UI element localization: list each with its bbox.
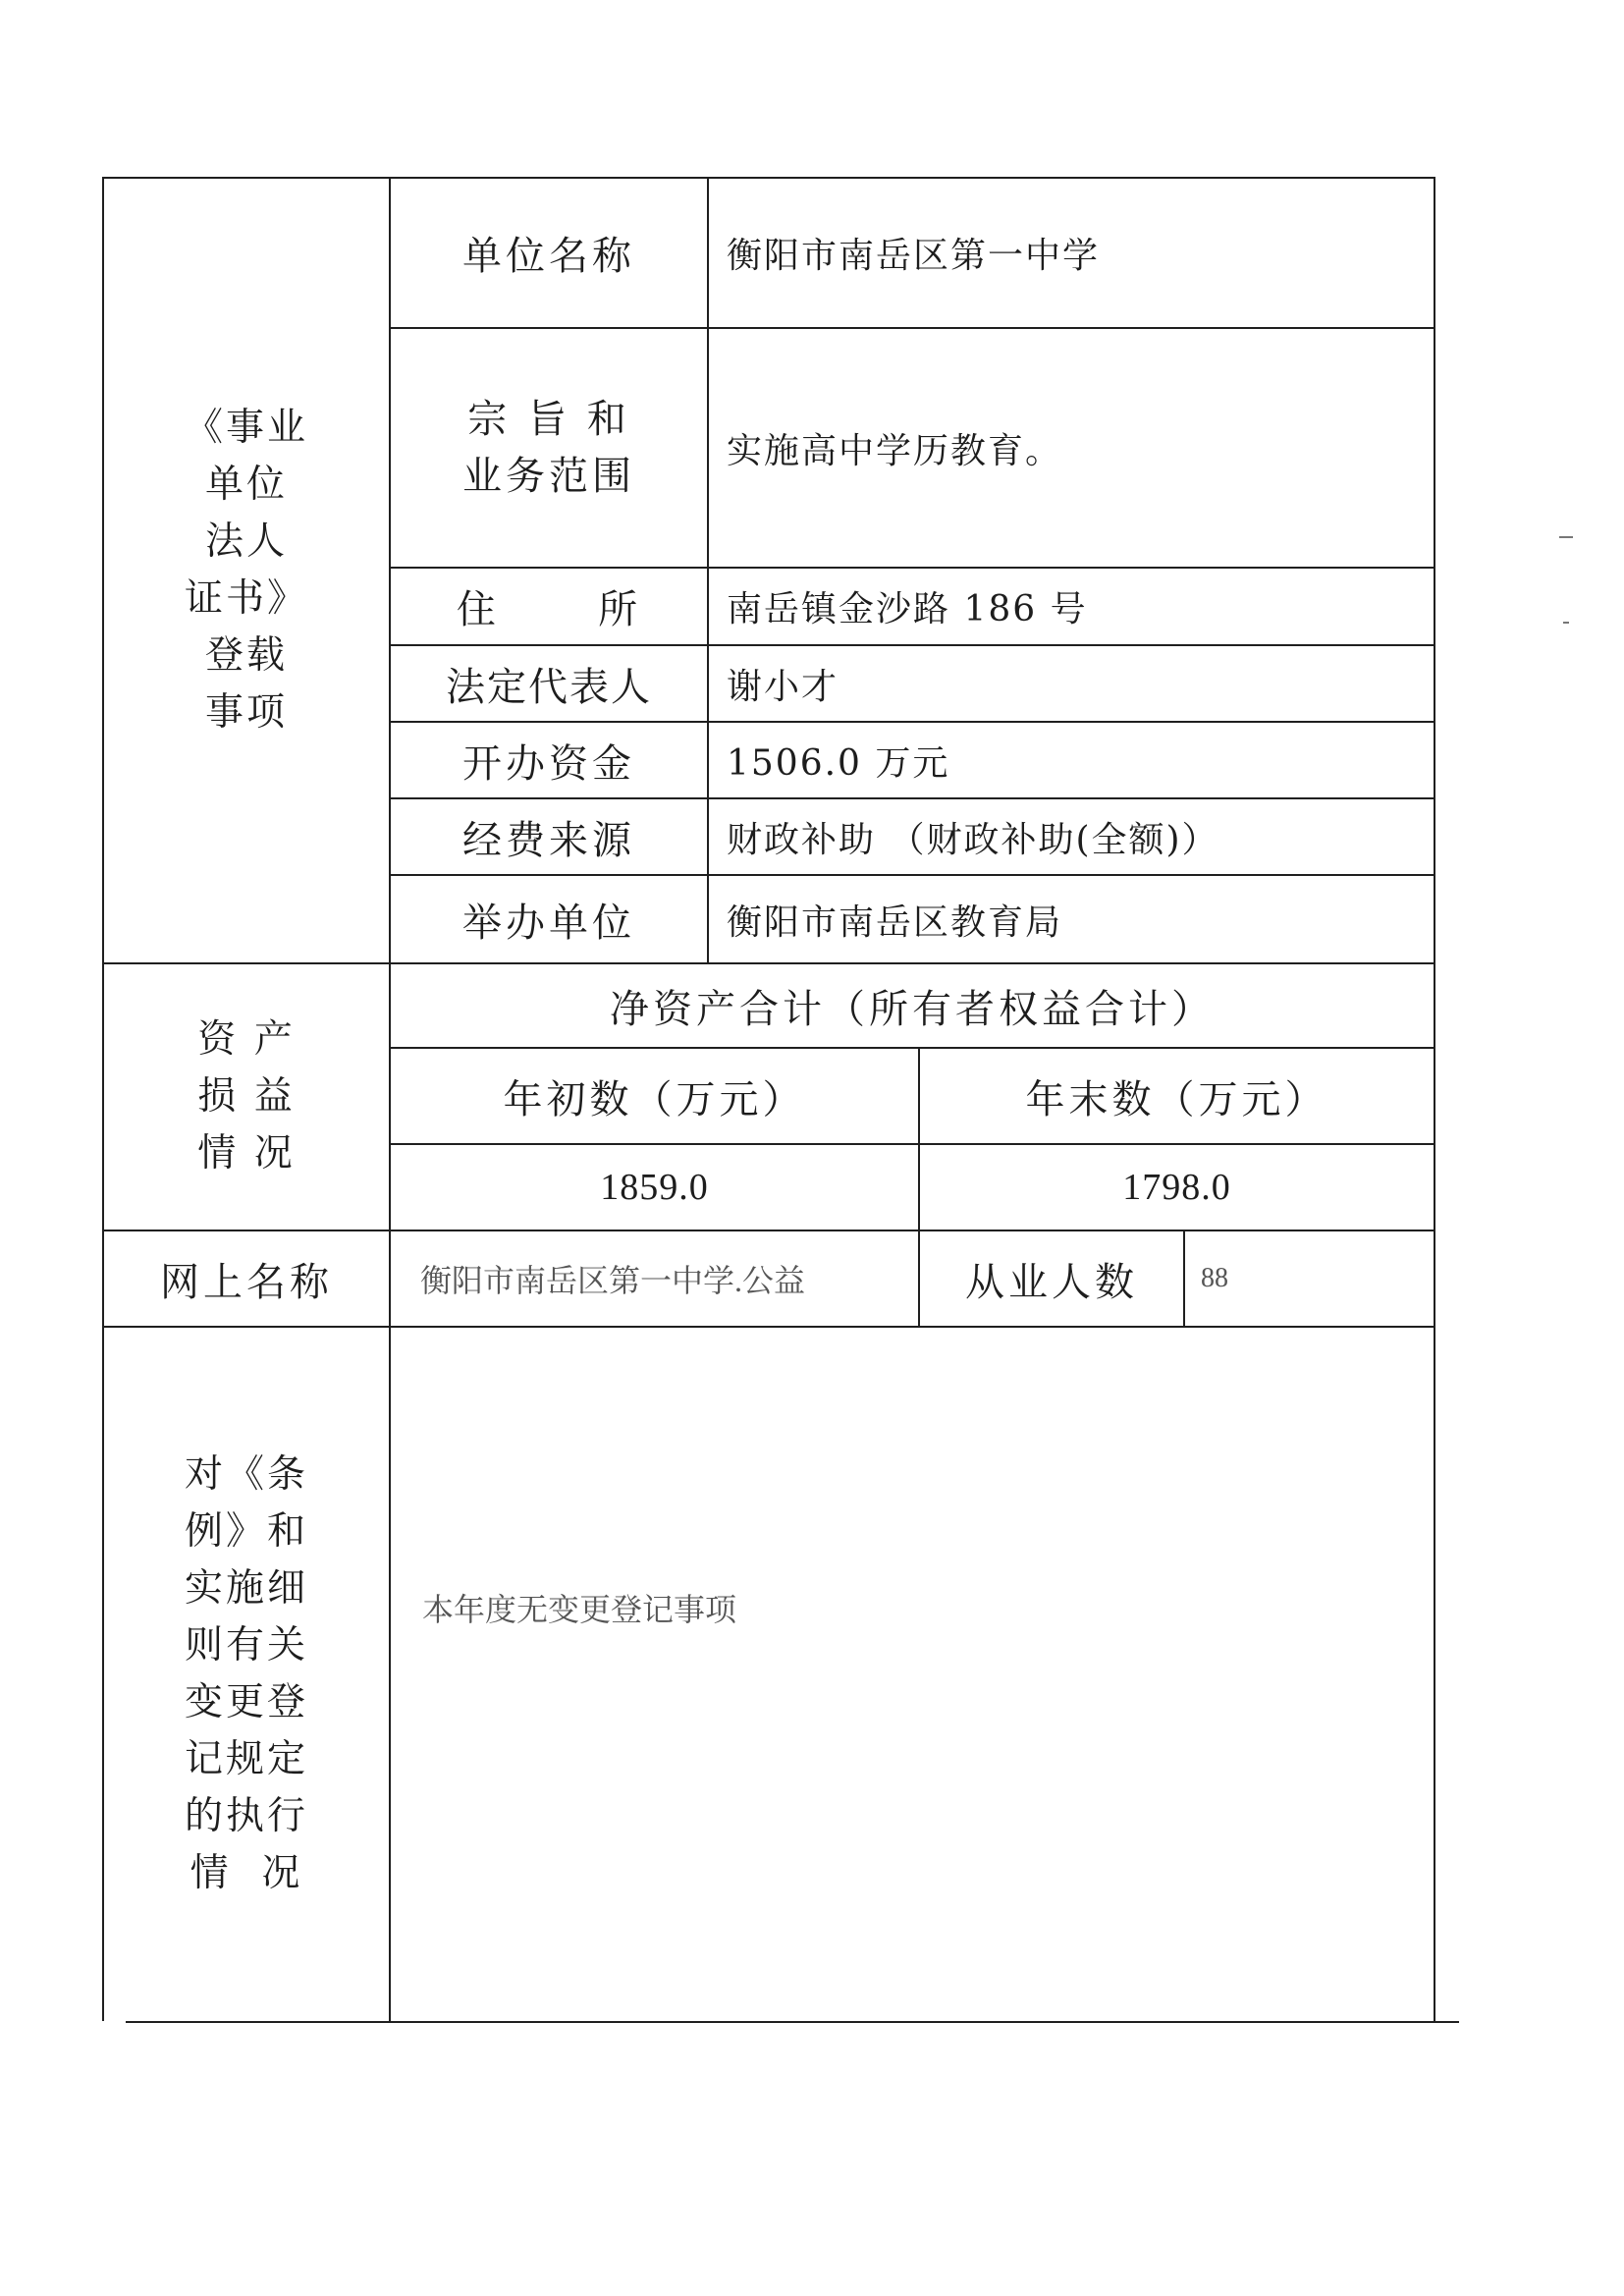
label-line: 法人 <box>204 519 288 564</box>
assets-section-label <box>104 964 389 1230</box>
label-line: 实施细 <box>184 1566 308 1611</box>
label-line: 单位 <box>204 463 288 507</box>
scan-mark <box>1563 622 1569 624</box>
purpose-value: 实施高中学历教育。 <box>727 430 1063 471</box>
capital-label: 开办资金 <box>462 740 635 787</box>
unit-name-value: 衡阳市南岳区第一中学 <box>727 236 1101 276</box>
sponsor-label: 举办单位 <box>462 900 635 946</box>
label-line: 例》和 <box>184 1509 308 1554</box>
end-year-label: 年末数（万元） <box>1025 1076 1328 1122</box>
purpose-label <box>391 329 707 567</box>
label-line: 《事业 <box>184 406 308 450</box>
label-line: 证书》 <box>184 576 308 621</box>
label-line: 事项 <box>204 690 288 735</box>
end-year-value: 1798.0 <box>1122 1167 1231 1208</box>
address-value: 南岳镇金沙路 186 号 <box>727 589 1088 629</box>
table-border-right <box>1434 177 1435 2021</box>
label-line: 资 产 <box>197 1017 296 1062</box>
table-border-bottom <box>126 2021 1459 2023</box>
execution-section-label <box>104 1328 389 2021</box>
address-label <box>391 569 707 644</box>
funding-label: 经费来源 <box>462 817 635 863</box>
label-line: 情 况 <box>189 1851 303 1895</box>
staff-count-value: 88 <box>1201 1263 1228 1293</box>
online-name-value: 衡阳市南岳区第一中学.公益 <box>420 1263 806 1298</box>
address-label-text: 住 所 <box>456 587 642 632</box>
label-line: 损 益 <box>197 1074 296 1119</box>
begin-year-value: 1859.0 <box>600 1167 709 1208</box>
sponsor-value: 衡阳市南岳区教育局 <box>727 902 1063 943</box>
scan-mark <box>1559 536 1573 538</box>
label-line: 的执行 <box>184 1794 308 1838</box>
funding-value: 财政补助 （财政补助(全额)） <box>727 819 1219 860</box>
label-line: 则有关 <box>184 1623 308 1667</box>
net-assets-header: 净资产合计（所有者权益合计） <box>610 986 1215 1032</box>
legal-rep-value: 谢小才 <box>727 666 839 707</box>
online-name-label: 网上名称 <box>160 1259 333 1305</box>
label-line: 业务范围 <box>462 454 635 499</box>
capital-value: 1506.0 万元 <box>727 742 950 784</box>
begin-year-label: 年初数（万元） <box>503 1076 806 1122</box>
label-line: 变更登 <box>184 1680 308 1724</box>
staff-count-label: 从业人数 <box>965 1259 1138 1305</box>
certificate-section-label <box>104 179 389 962</box>
unit-name-label: 单位名称 <box>462 234 635 279</box>
label-line: 登载 <box>204 633 288 678</box>
label-line: 情 况 <box>197 1131 296 1175</box>
label-line: 对《条 <box>184 1452 308 1497</box>
label-line: 记规定 <box>184 1737 308 1781</box>
execution-value: 本年度无变更登记事项 <box>422 1592 737 1627</box>
label-line: 宗 旨 和 <box>467 397 630 442</box>
legal-rep-label: 法定代表人 <box>446 664 652 710</box>
